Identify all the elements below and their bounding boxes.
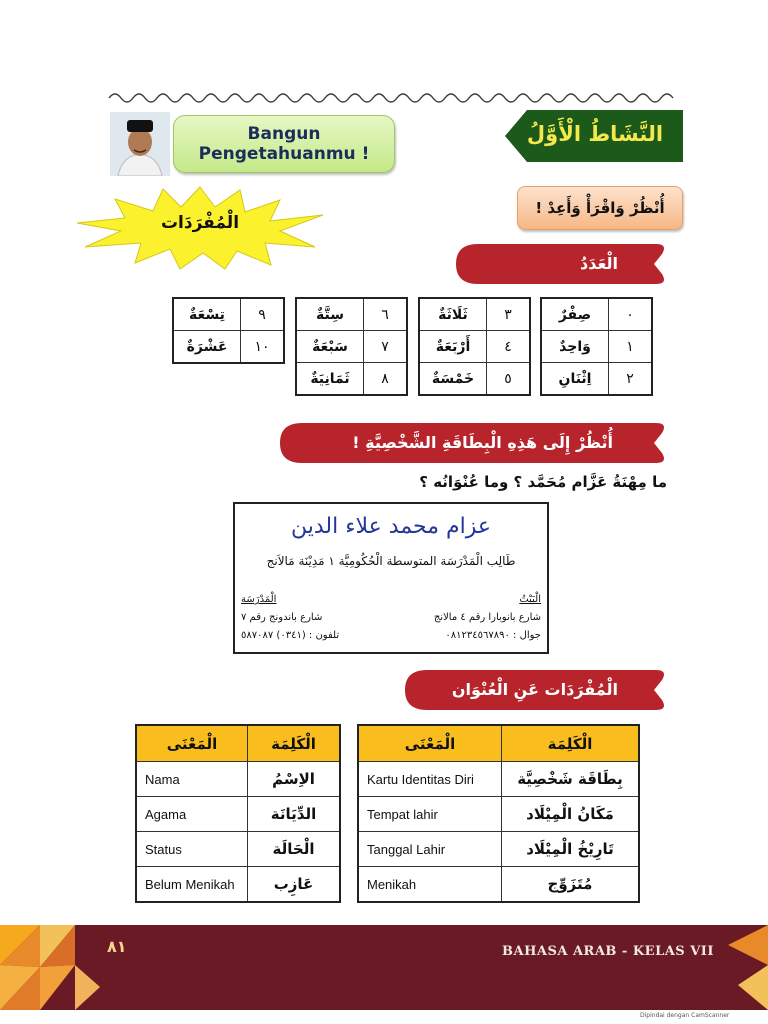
number-row [419,298,530,331]
numbers-table-0-2 [540,297,653,396]
activity-title: النَّشَاطُ الْأَوَّلُ [526,122,664,146]
table-row [136,762,340,797]
table-row [358,867,639,903]
bangun-pengetahuan-box: Bangun Pengetahuanmu ! [173,115,395,173]
number-row [419,331,530,363]
id-card-banner-text: أُنْظُرْ إِلَى هَذِهِ الْبِطَاقَةِ الشَّخْصِيَّةِ ! [352,433,613,452]
number-word: تِسْعَةٌ [173,298,241,331]
card-school-address: شارع باندونج رقم ٧ [241,612,323,623]
vocab-table-right [357,724,640,903]
numbers-banner-text: الْعَدَدُ [580,254,618,273]
number-digit: ٧ [364,331,408,363]
number-digit: ١ [609,331,653,363]
id-card [233,502,549,654]
number-row [541,298,652,331]
meaning-cell: Menikah [358,867,502,903]
address-vocab-banner [405,668,668,712]
number-digit: ٩ [241,298,285,331]
vocab-star-label: الْمُفْرَدَات [160,213,240,233]
teacher-avatar [110,112,170,176]
number-digit: ٣ [487,298,531,331]
col-word-header: الْكَلِمَة [248,725,341,762]
table-row [358,832,639,867]
number-row [541,331,652,363]
number-digit: ١٠ [241,331,285,364]
number-word: ثَلَاثَةٌ [419,298,487,331]
word-cell: تَارِيْخُ الْمِيْلَاد [502,832,640,867]
card-home-address: شارع بانوبارا رقم ٤ مالانج [433,612,541,623]
number-word: اِثْنَانِ [541,363,609,396]
number-row [419,363,530,396]
scanner-note: Dipindai dengan CamScanner [640,1012,730,1019]
number-word: ثَمَانِيَةٌ [296,363,364,396]
word-cell: مَكَانُ الْمِيْلَاد [502,797,640,832]
number-word: سِتَّةٌ [296,298,364,331]
numbers-banner [456,242,668,286]
number-word: عَشْرَةٌ [173,331,241,364]
book-title: BAHASA ARAB - KELAS VII [502,944,714,959]
footer-right-decoration [728,925,768,1010]
footer-triangle-decoration [0,925,120,1010]
card-home-label: الْبَيْتُ [519,594,541,605]
numbers-table-6-8 [295,297,408,396]
number-word: وَاحِدٌ [541,331,609,363]
card-school-label: الْمَدْرَسَة [241,594,277,605]
card-name: عزام محمد علاء الدين [290,514,492,539]
word-cell: عَازِب [248,867,341,903]
number-row [541,363,652,396]
number-word: أَرْبَعَةٌ [419,331,487,363]
number-digit: ٨ [364,363,408,396]
card-subtitle: طَالِب الْمَدْرَسَة المتوسطة الْحُكُومِيَّة ١ مَدِيْنَة مَالاَنج [266,554,516,568]
table-row [136,832,340,867]
decorative-ornament-border [105,90,675,106]
number-digit: ٢ [609,363,653,396]
number-row [296,298,407,331]
number-digit: ٦ [364,298,408,331]
address-vocab-banner-text: الْمُفْرَدَات عَنِ الْعُنْوَان [451,680,618,699]
numbers-table-3-5 [418,297,531,396]
card-home-phone: جوال : ٠٨١٢٣٤٥٦٧٨٩٠ [445,630,541,641]
col-meaning-header: الْمَعْنَى [136,725,248,762]
number-digit: ٤ [487,331,531,363]
number-row [173,331,284,364]
word-cell: بِطَاقَة شَخْصِيَّة [502,762,640,797]
col-meaning-header: الْمَعْنَى [358,725,502,762]
number-row [296,363,407,396]
meaning-cell: Belum Menikah [136,867,248,903]
question-text: ما مِهْنَةُ عَزَّام مُحَمَّد ؟ وما عُنْوَانُه ؟ [419,473,667,491]
meaning-cell: Nama [136,762,248,797]
instruction-box: أُنْظُرْ وَاقْرَأْ وَأَعِدْ ! [517,186,683,230]
number-row [296,331,407,363]
meaning-cell: Kartu Identitas Diri [358,762,502,797]
word-cell: مُتَزَوِّج [502,867,640,903]
meaning-cell: Tempat lahir [358,797,502,832]
table-row [136,867,340,903]
number-digit: ٠ [609,298,653,331]
number-word: خَمْسَةٌ [419,363,487,396]
card-school-phone: تلفون : (٠٣٤١) ٥٨٧٠٨٧ [241,630,340,641]
page-number: ٨١ [107,937,127,956]
number-row [173,298,284,331]
id-card-banner [280,421,668,465]
meaning-cell: Tanggal Lahir [358,832,502,867]
number-digit: ٥ [487,363,531,396]
word-cell: الاِسْمُ [248,762,341,797]
table-row [358,762,639,797]
number-word: سَبْعَةٌ [296,331,364,363]
word-cell: الدِّيَانَة [248,797,341,832]
col-word-header: الْكَلِمَة [502,725,640,762]
table-row [136,797,340,832]
numbers-table-9-10 [172,297,285,364]
number-word: صِفْرٌ [541,298,609,331]
table-row [358,797,639,832]
vocab-table-left [135,724,341,903]
meaning-cell: Agama [136,797,248,832]
word-cell: الْحَالَة [248,832,341,867]
meaning-cell: Status [136,832,248,867]
